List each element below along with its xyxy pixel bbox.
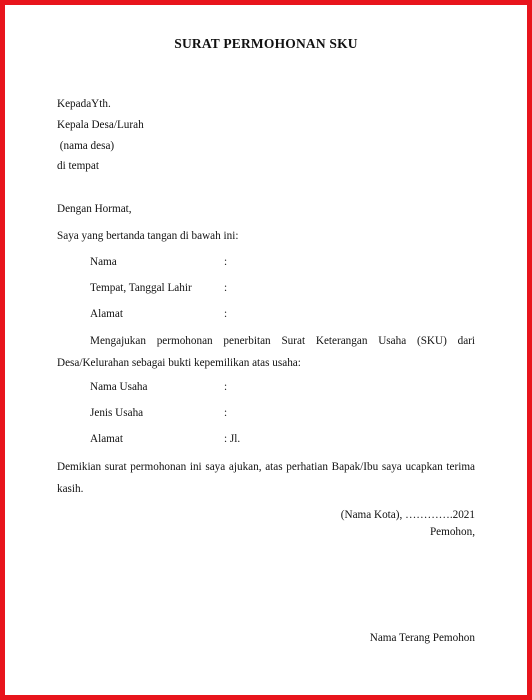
- intro-sentence: Saya yang bertanda tangan di bawah ini:: [57, 230, 239, 242]
- address-line-position: Kepala Desa/Lurah: [57, 119, 144, 131]
- field-value-business-type: :: [224, 407, 228, 419]
- field-value-birth: :: [224, 282, 228, 294]
- field-value-business-name: :: [224, 381, 228, 393]
- applicant-label: Pemohon,: [429, 526, 475, 538]
- field-label-address: Alamat: [90, 308, 123, 320]
- field-label-business-name: Nama Usaha: [90, 381, 148, 393]
- address-line-village: (nama desa): [57, 140, 115, 152]
- field-label-business-address: Alamat: [90, 433, 123, 445]
- signature-name: Nama Terang Pemohon: [369, 632, 475, 644]
- request-paragraph: Mengajukan permohonan penerbitan Surat Keterangan Usaha (SKU) dari Desa/Kelurahan sebagai bukti kepemilikan atas usaha:: [57, 335, 475, 369]
- field-label-birth: Tempat, Tanggal Lahir: [90, 282, 192, 294]
- field-label-name: Nama: [90, 256, 117, 268]
- field-value-business-address: : Jl.: [224, 433, 241, 445]
- address-line-recipient: KepadaYth.: [57, 98, 111, 110]
- address-line-location: di tempat: [57, 160, 99, 172]
- field-value-name: :: [224, 256, 228, 268]
- letter-title: SURAT PERMOHONAN SKU: [174, 36, 358, 51]
- closing-paragraph: Demikian surat permohonan ini saya ajukan, atas perhatian Bapak/Ibu saya ucapkan terima kasih.: [57, 461, 475, 495]
- field-label-business-type: Jenis Usaha: [90, 407, 144, 419]
- field-value-address: :: [224, 308, 228, 320]
- place-and-date: (Nama Kota), ………….2021: [340, 509, 475, 521]
- greeting: Dengan Hormat,: [57, 203, 132, 215]
